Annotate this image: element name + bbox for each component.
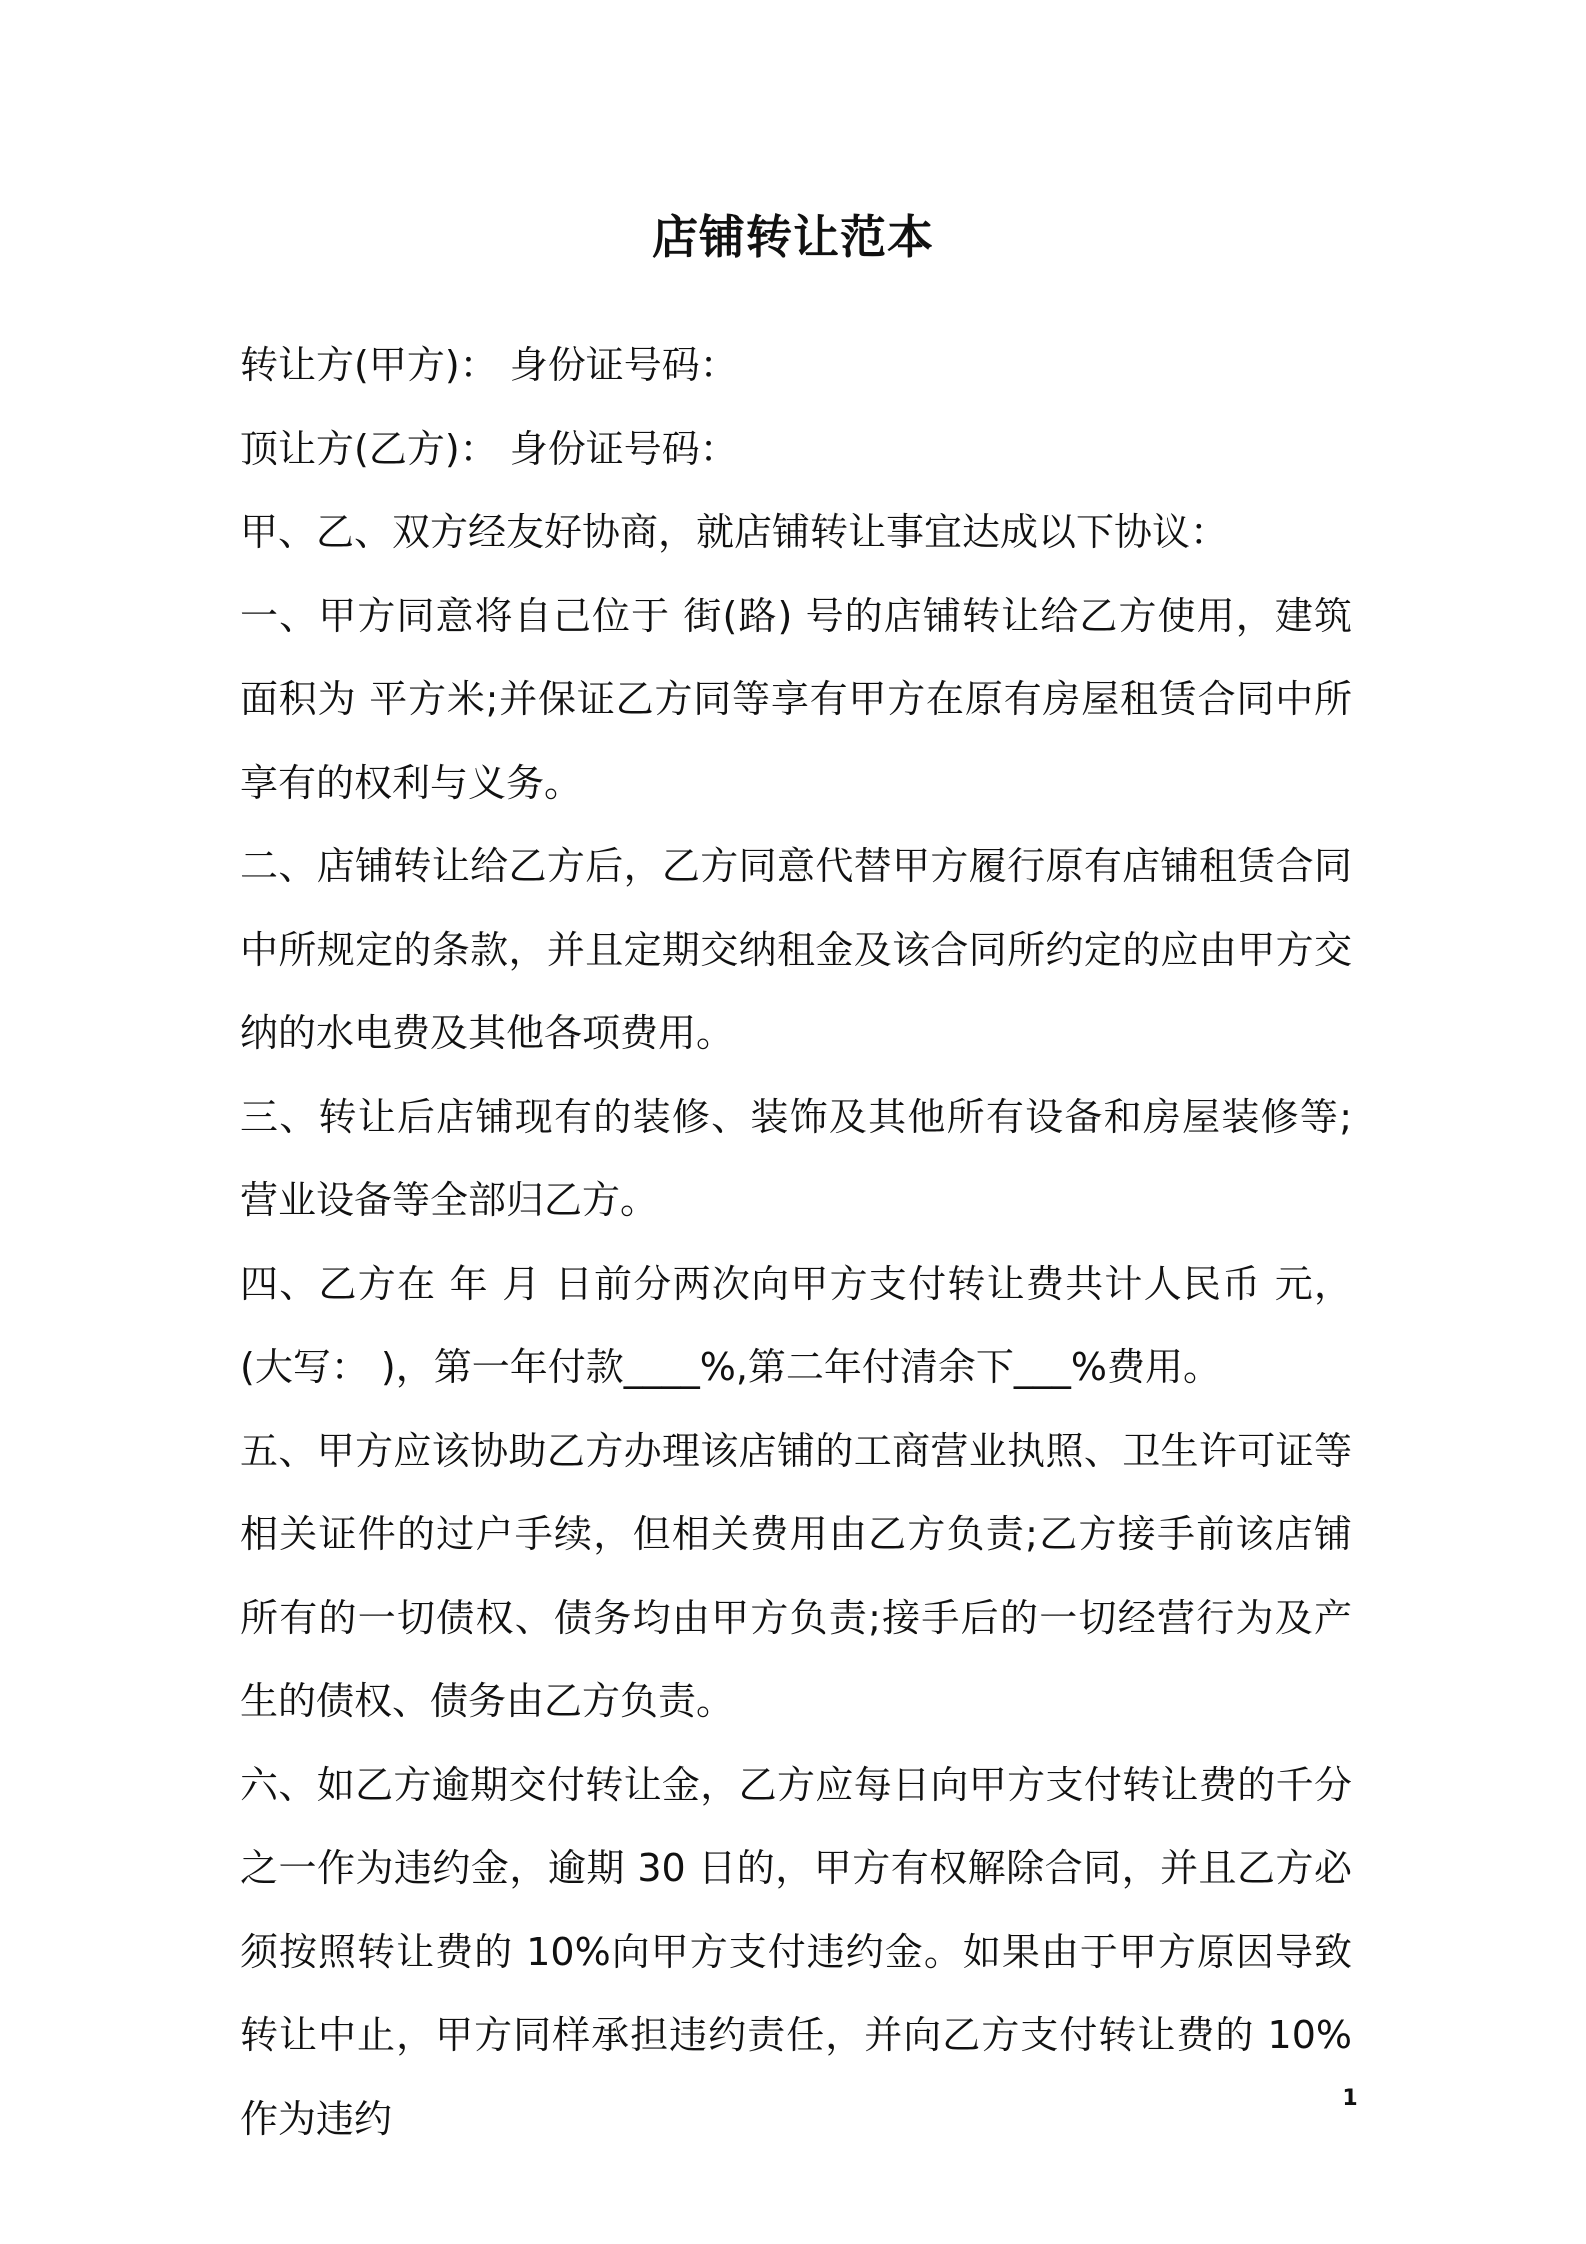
clause-2: 二、店铺转让给乙方后，乙方同意代替甲方履行原有店铺租赁合同中所规定的条款，并且定期交纳租金及该合同所约定的应由甲方交纳的水电费及其他各项费用。 (240, 844, 1352, 1055)
clause-1: 一、甲方同意将自己位于 街(路) 号的店铺转让给乙方使用，建筑面积为 平方米;并保证乙方同等享有甲方在原有房屋租赁合同中所享有的权利与义务。 (240, 593, 1352, 805)
transferor-line: 转让方(甲方)： 身份证号码： (240, 343, 738, 387)
document-body (240, 324, 1352, 2161)
clause-5: 五、甲方应该协助乙方办理该店铺的工商营业执照、卫生许可证等相关证件的过户手续，但相关费用由乙方负责;乙方接手前该店铺所有的一切债权、债务均由甲方负责;接手后的一切经营行为及产生的债权、债务由乙方负责。 (240, 1428, 1352, 1723)
clause-4: 四、乙方在 年 月 日前分两次向甲方支付转让费共计人民币 元，(大写： )，第一年付款____%,第二年付清余下___%费用。 (240, 1261, 1352, 1389)
agreement-intro: 甲、乙、双方经友好协商，就店铺转让事宜达成以下协议： (240, 510, 1229, 554)
clause-6: 六、如乙方逾期交付转让金，乙方应每日向甲方支付转让费的千分之一作为违约金，逾期 30 日的，甲方有权解除合同，并且乙方必须按照转让费的 10%向甲方支付违约金。如果由于甲方原因导致转让中止，甲方同样承担违约责任，并向乙方支付转让费的 10%作为违约 (240, 1762, 1352, 2141)
document-title: 店铺转让范本 (652, 210, 934, 264)
clause-3: 三、转让后店铺现有的装修、装饰及其他所有设备和房屋装修等;营业设备等全部归乙方。 (240, 1094, 1352, 1222)
transferee-line: 顶让方(乙方)： 身份证号码： (240, 426, 738, 471)
page-number: 1 (1342, 2086, 1358, 2111)
